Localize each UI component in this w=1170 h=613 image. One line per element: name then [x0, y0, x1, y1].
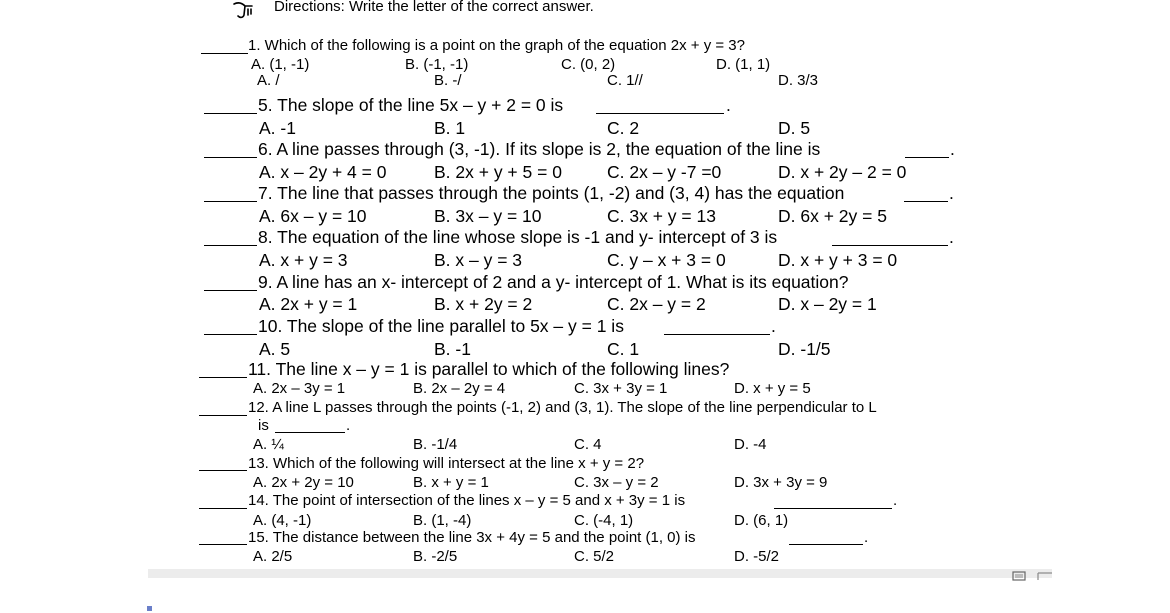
option-a: A. (4, -1)	[253, 512, 312, 529]
option-d: D. 5	[778, 118, 811, 138]
option-a: A. (1, -1)	[251, 56, 310, 73]
option-a: A. /	[257, 72, 280, 89]
question-stem: 13. Which of the following will intersect at the line x + y = 2?	[248, 455, 645, 472]
answer-blank-14[interactable]	[199, 508, 247, 509]
option-d: D. -5/2	[734, 548, 780, 565]
question-stem: 8. The equation of the line whose slope is -1 and y- intercept of 3 is	[258, 227, 778, 247]
fill-in-blank[interactable]	[774, 508, 892, 509]
option-a: A. -1	[259, 118, 296, 138]
period: .	[949, 183, 954, 203]
option-b: B. 2x + y + 5 = 0	[434, 162, 562, 182]
question-stem: 15. The distance between the line 3x + 4y = 5 and the point (1, 0) is	[248, 529, 696, 546]
question-stem: 5. The slope of the line 5x – y + 2 = 0 is	[258, 95, 564, 115]
question-stem-continuation: is	[258, 417, 269, 434]
fill-in-blank[interactable]	[905, 157, 949, 158]
option-a: A. 5	[259, 339, 291, 359]
question-stem: 12. A line L passes through the points (-1, 2) and (3, 1). The slope of the line perpendicular to L	[248, 399, 877, 416]
option-d: D. 6x + 2y = 5	[778, 206, 887, 226]
option-b: B. -2/5	[413, 548, 458, 565]
question-stem: 7. The line that passes through the points (1, -2) and (3, 4) has the equation	[258, 183, 845, 203]
option-b: B. x – y = 3	[434, 250, 523, 270]
period: .	[893, 492, 898, 509]
option-a: A. 2x + y = 1	[259, 294, 358, 314]
option-c: C. 4	[574, 436, 602, 453]
option-d: D. x + y + 3 = 0	[778, 250, 898, 270]
question-stem: 10. The slope of the line parallel to 5x – y = 1 is	[258, 316, 624, 336]
option-d: D. x + y = 5	[734, 380, 811, 397]
option-c: C. 5/2	[574, 548, 615, 565]
period: .	[771, 316, 776, 336]
fill-in-blank[interactable]	[275, 432, 345, 433]
option-c: C. (0, 2)	[561, 56, 616, 73]
period: .	[346, 417, 351, 434]
page-bottom-strip	[148, 569, 1052, 578]
pointing-hand-icon	[232, 0, 260, 20]
option-b: B. (1, -4)	[413, 512, 472, 529]
option-c: C. 3x – y = 2	[574, 474, 659, 491]
question-stem: 6. A line passes through (3, -1). If its slope is 2, the equation of the line is	[258, 139, 821, 159]
answer-blank-11[interactable]	[199, 377, 247, 378]
answer-blank-1[interactable]	[201, 53, 248, 54]
fill-in-blank[interactable]	[904, 201, 948, 202]
cropped-options-row	[250, 72, 870, 89]
answer-blank-12[interactable]	[199, 415, 247, 416]
fullscreen-icon[interactable]	[1012, 571, 1054, 581]
period: .	[864, 529, 869, 546]
option-d: D. 3x + 3y = 9	[734, 474, 828, 491]
fill-in-blank[interactable]	[832, 245, 948, 246]
option-c: C. (-4, 1)	[574, 512, 634, 529]
option-b: B. (-1, -1)	[405, 56, 469, 73]
option-b: B. -1	[434, 339, 471, 359]
option-d: D. 3/3	[778, 72, 819, 89]
option-a: A. 2x + 2y = 10	[253, 474, 354, 491]
answer-blank-13[interactable]	[199, 470, 247, 471]
option-b: B. 3x – y = 10	[434, 206, 542, 226]
question-stem: 1. Which of the following is a point on the graph of the equation 2x + y = 3?	[248, 37, 745, 54]
answer-blank-9[interactable]	[204, 290, 257, 291]
option-a: A. 6x – y = 10	[259, 206, 367, 226]
option-c: C. y – x + 3 = 0	[607, 250, 726, 270]
option-b: B. x + 2y = 2	[434, 294, 533, 314]
question-stem: 11. The line x – y = 1 is parallel to which of the following lines?	[248, 359, 730, 379]
fill-in-blank[interactable]	[664, 334, 770, 335]
fill-in-blank[interactable]	[596, 113, 724, 114]
option-c: C. 2x – y -7 =0	[607, 162, 722, 182]
scroll-indicator	[147, 606, 152, 611]
answer-blank-5[interactable]	[204, 113, 257, 114]
option-a: A. x – 2y + 4 = 0	[259, 162, 387, 182]
answer-blank-7[interactable]	[204, 201, 257, 202]
option-c: C. 2x – y = 2	[607, 294, 706, 314]
answer-blank-6[interactable]	[204, 157, 257, 158]
option-c: C. 3x + y = 13	[607, 206, 716, 226]
option-b: B. 2x – 2y = 4	[413, 380, 506, 397]
period: .	[949, 227, 954, 247]
option-d: D. (6, 1)	[734, 512, 789, 529]
option-d: D. x – 2y = 1	[778, 294, 877, 314]
option-b: B. -1/4	[413, 436, 458, 453]
option-d: D. -1/5	[778, 339, 831, 359]
option-c: C. 3x + 3y = 1	[574, 380, 668, 397]
option-d: D. (1, 1)	[716, 56, 771, 73]
option-a: A. 2/5	[253, 548, 293, 565]
option-d: D. x + 2y – 2 = 0	[778, 162, 907, 182]
directions-text: Directions: Write the letter of the correct answer.	[274, 0, 594, 15]
option-a: A. ¼	[253, 436, 284, 453]
option-b: B. x + y = 1	[413, 474, 489, 491]
option-c: C. 1	[607, 339, 640, 359]
option-c: C. 1//	[607, 72, 643, 89]
question-stem: 9. A line has an x- intercept of 2 and a y- intercept of 1. What is its equation?	[258, 272, 849, 292]
answer-blank-8[interactable]	[204, 245, 257, 246]
option-b: B. 1	[434, 118, 466, 138]
period: .	[950, 139, 955, 159]
fill-in-blank[interactable]	[789, 544, 863, 545]
period: .	[726, 95, 731, 115]
option-b: B. -/	[434, 72, 462, 89]
option-d: D. -4	[734, 436, 767, 453]
option-c: C. 2	[607, 118, 640, 138]
option-a: A. 2x – 3y = 1	[253, 380, 346, 397]
question-stem: 14. The point of intersection of the lines x – y = 5 and x + 3y = 1 is	[248, 492, 686, 509]
answer-blank-10[interactable]	[204, 334, 257, 335]
answer-blank-15[interactable]	[199, 544, 247, 545]
option-a: A. x + y = 3	[259, 250, 348, 270]
